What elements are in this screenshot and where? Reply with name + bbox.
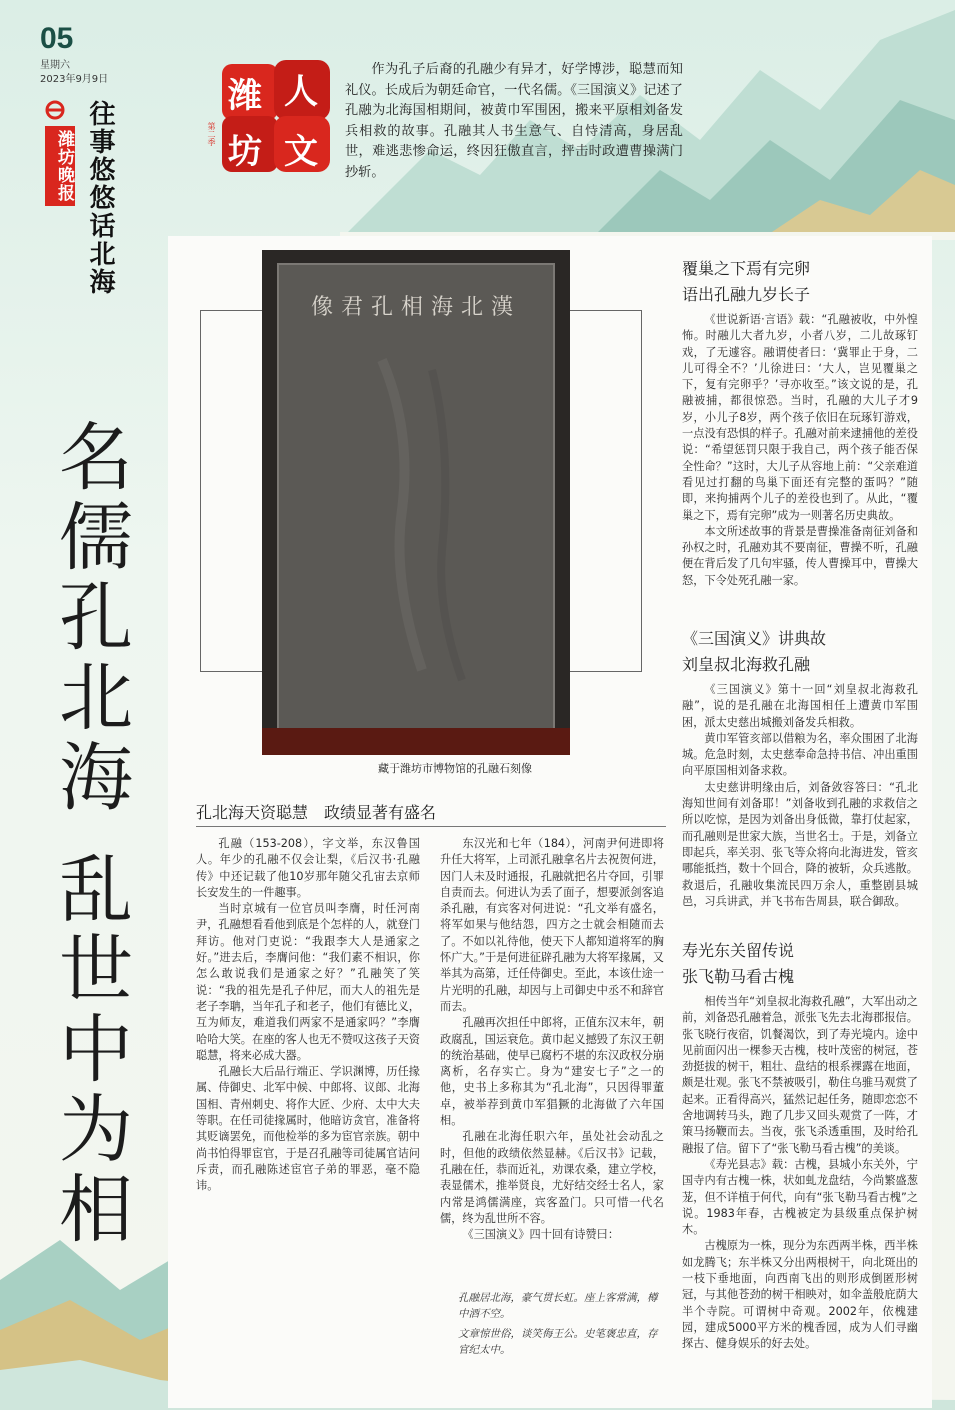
section3-title (682, 626, 826, 678)
section1-paragraph: 孔融（153-208），字文举，东汉鲁国人。年少的孔融不仅会让梨，《后汉书·孔融传》中还记载了他10岁那年随父孔宙去京师长安发生的一件趣事。 (196, 837, 420, 899)
headline-line-1: 名儒孔北海 (47, 418, 133, 818)
section4-paragraph: 《寿光县志》载：古槐，县城小东关外，宁国寺内有古槐一株，状如虬龙盘结，今尚繁盛葱茏，但不详植于何代，向有“张飞勒马看古槐”之说。1983年春，古槐被定为县级重点保护树木。 (682, 1157, 918, 1237)
seal-char-ren: 人 (284, 72, 318, 112)
section2-paragraph: 本文所述故事的背景是曹操准备南征刘备和孙权之时，孔融劝其不要南征，曹操不听，孔融便在背后发了几句牢骚，传人曹操耳中，曹操大怒，下令处死孔融一家。 (682, 524, 918, 587)
section2-paragraph: 《世说新语·言语》载：“孔融被收，中外惶怖。时融儿大者九岁，小者八岁，二儿故琢钉戏，了无遽容。融谓使者曰：‘冀罪止于身，二儿可得全不？’儿徐进曰：‘大人，岂见覆巢之下，复有完卵乎？’寻亦收至。”该文说的是，孔融被捕，都很惊恐。当时，孔融的大儿子才9岁，小儿子8岁，两个孩子依旧在玩琢钉游戏，一点没有恐惧的样子。孔融对前来逮捕他的差役说：“希望惩罚只限于我自己，两个孩子能否保全性命？”这时，大儿子从容地上前：“父亲难道看见过打翻的鸟巢下面还有完整的蛋吗？”随即，来拘捕两个儿子的差役也到了。从此，“覆巢之下，焉有完卵”成为一则著名历史典故。 (682, 313, 918, 522)
section2-title-line2: 语出孔融九岁长子 (682, 285, 811, 304)
publication-date: 2023年9月9日 (40, 74, 109, 85)
section4-title (682, 938, 794, 990)
brand-name: 潍坊晚报 (45, 126, 75, 206)
page-number: 05 (40, 22, 74, 55)
section3-paragraph: 《三国演义》第十一回“刘皇叔北海救孔融”，说的是孔融在北海国相任上遭黄巾军围困，派太史慈出城搬刘备发兵相救。 (682, 683, 918, 729)
seal-season-label: 第二季 (207, 122, 216, 146)
section1-title: 孔北海天资聪慧 政绩显著有盛名 (196, 803, 437, 822)
section1-paragraph: 《三国演义》四十回有诗赞曰： (462, 1228, 620, 1242)
column-name: 往事悠悠话北海 (85, 100, 115, 296)
poem-stanza-2: 文章惊世俗，谈笑侮王公。史笔褒忠直，存官纪太中。 (458, 1328, 658, 1356)
intro-paragraph: 作为孔子后裔的孔融少有异才，好学博涉，聪慧而知礼仪。长成后为朝廷命官，一代名儒。《三国演义》记述了孔融为北海国相期间，被黄巾军围困，搬来平原相刘备发兵相救的故事。孔融其人书生意气、自恃清高，身居乱世，难逃悲惨命运，终因狂傲直言，抨击时政遭曹操满门抄斩。 (345, 62, 683, 180)
section1-paragraph: 当时京城有一位官员叫李膺，时任河南尹，孔融想看看他到底是个怎样的人，就登门拜访。他对门吏说：“我跟李大人是通家之好。”进去后，李膺问他：“我们素不相识，你怎么敢说我们是通家之好？”孔融笑了笑说：“我的祖先是孔子仲尼，而大人的祖先是老子李聃，当年孔子和老子，他们有德比义，互为师友，难道我们两家不是通家吗？”李膺哈哈大笑。在座的客人也无不赞叹这孩子天资聪慧，将来必成大器。 (196, 902, 420, 1062)
section1-rule (196, 826, 666, 827)
section2-title-line1: 覆巢之下焉有完卵 (682, 259, 811, 278)
section3-paragraph: 黄巾军管亥部以借粮为名，率众围困了北海城。危急时刻，太史慈奉命急持书信、冲出重围向平原国相刘备求救。 (682, 731, 918, 778)
section4-title-line1: 寿光东关留传说 (682, 941, 795, 960)
section2-body (682, 312, 918, 589)
section1-paragraph: 孔融长大后品行端正、学识渊博，历任掾属、侍御史、北军中候、中郎将、议郎、北海国相、青州刺史、将作大匠、少府、太中大夫等职。在任司徒掾属时，他暗访贪官，准备将其贬谪罢免，而他检举的多为宦官亲族。朝中尚书怕得罪宦官，于是召孔融等司徒属官诘问斥责，而孔融陈述宦官子弟的罪恶，毫不隐讳。 (196, 1065, 420, 1193)
section4-paragraph: 相传当年“刘皇叔北海救孔融”，大军出动之前，刘备恐孔融着急，派张飞先去北海郡报信。张飞晓行夜宿，饥餐渴饮，到了寿光境内。途中见前面闪出一棵参天古槐，枝叶茂密的树冠，苍劲挺拔的树干，粗壮、盘结的根系裸露在地面，颇是壮观。张飞不禁被吸引，勒住乌骓马观赏了起来。正看得高兴，猛然记起任务，随即恋恋不舍地调转马头，跑了几步又回头观赏了一阵，才策马扬鞭而去。当夜，张飞杀透重围，及时给孔融报了信。留下了“张飞勒马看古槐”的美谈。 (682, 995, 918, 1155)
seal-char-wei: 潍 (228, 76, 262, 116)
section1-column-1 (196, 836, 420, 1195)
section1-paragraph: 孔融再次担任中郎将，正值东汉末年，朝政腐乱，国运衰危。黄巾起义撼毁了东汉王朝的统治基础，使早已腐朽不堪的东汉政权分崩离析，名存实亡。身为“建安七子”之一的他，史书上多称其为“孔北海”，只因得罪董卓，被举荐到黄巾军猖獗的北海做了六年国相。 (440, 1016, 664, 1128)
section-seal-logo (207, 58, 336, 176)
stele-image (262, 250, 570, 755)
section3-body (682, 682, 918, 910)
section3-title-line2: 刘皇叔北海救孔融 (682, 655, 811, 674)
section1-column-2 (440, 836, 664, 1243)
seal-char-fang: 坊 (228, 132, 262, 172)
section1-paragraph: 孔融在北海任职六年，虽处社会动乱之时，但他的政绩依然显赫。《后汉书》记载，孔融在任，恭而近礼，劝课农桑，建立学校，表显儒术，推举贤良，尤好结交经士名人，家内常是鸿儒满座，宾客盈门。只可惜一代名儒，终为乱世所不容。 (440, 1130, 664, 1225)
section4-body (682, 994, 918, 1353)
weekday: 星期六 (40, 60, 70, 71)
poem (458, 1290, 664, 1358)
section4-title-line2: 张飞勒马看古槐 (682, 967, 795, 986)
photo-caption: 藏于潍坊市博物馆的孔融石刻像 (378, 762, 532, 775)
section3-paragraph: 太史慈讲明缘由后，刘备敛容答曰：“孔北海知世间有刘备耶！”刘备收到孔融的求救信之所以吃惊，是因为刘备出身低微，靠打仗起家，而孔融则是世家大族，当世名士。于是，刘备立即起兵，率关羽、张飞等众将向北海进发，管亥哪能抵挡，数十个回合，降的被斩，众兵逃散。救退后，孔融收集流民四万余人，重整剧县城邑，习兵讲武，并飞书布告周县，联合御敌。 (682, 780, 918, 908)
section3-title-line1: 《三国演义》讲典故 (682, 629, 827, 648)
stele-inscription: 漢北海相孔君像 (310, 295, 521, 320)
section1-paragraph: 东汉光和七年（184），河南尹何进即将升任大将军，上司派孔融拿名片去祝贺何进，因门人未及时通报，孔融就把名片夺回，引罪自责而去。何进认为丢了面子，想要派剑客追杀孔融，有宾客对何进说：“孔文举有盛名，将军如果与他结怨，四方之士就会相随而去了。不如以礼待他，使天下人都知道将军的胸怀广大。”于是何进征辟孔融为大将军掾属，又举其为高第，迁任侍御史。至此，本该仕途一片光明的孔融，却因与上司御史中丞不和辞官而去。 (440, 837, 664, 1013)
headline-line-2: 乱世中为相 (47, 850, 133, 1250)
section4-paragraph: 古槐原为一株，现分为东西两半株，西半株如龙腾飞；东半株又分出两根树干，向北斑出的一枝下垂地面，向西南飞出的则形成倒匿形树冠，与其他苍劲的树干相映对，如伞盖般庇荫大半个寺院。可谓树中奇观。2002年，依槐建园，建成5000平方米的槐香园，成为人们寻幽探古、健身娱乐的好去处。 (682, 1239, 918, 1351)
newspaper-brand (42, 100, 78, 206)
stele-photo (262, 250, 570, 755)
section2-title (682, 256, 810, 308)
poem-stanza-1: 孔融居北海，豪气贯长虹。座上客常满，樽中酒不空。 (458, 1292, 658, 1320)
newspaper-logo-icon (42, 100, 68, 120)
seal-char-wen: 文 (284, 132, 318, 172)
